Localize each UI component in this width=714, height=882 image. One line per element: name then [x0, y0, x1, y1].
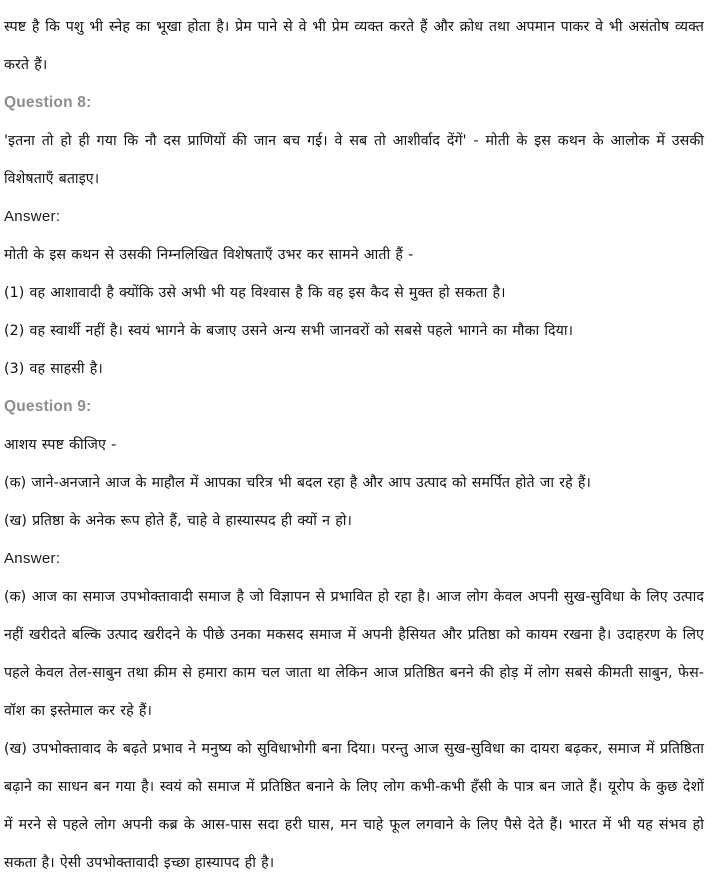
answer-8-point-1: (1) वह आशावादी है क्योंकि उसे अभी भी यह विश्वास है कि वह इस कैद से मुक्त हो सकता है। [4, 285, 506, 301]
question-8-text: 'इतना तो हो ही गया कि नौ दस प्राणियों की जान बच गई। वे सब तो आशीर्वाद देंगें' - मोती के इस कथन के आलोक में उसकी विशेषताएँ बताइए। [4, 133, 704, 187]
question-8-heading: Question 8: [4, 94, 92, 111]
answer-9-part-ka: (क) आज का समाज उपभोक्तावादी समाज है जो विज्ञापन से प्रभावित हो रहा है। आज लोग केवल अपनी सुख-सुविधा के लिए उत्पाद नहीं खरीदते बल्कि उत्पाद खरीदने के पीछे उनका मकसद समाज में अपनी हैसियत और प्रतिष्ठा को कायम रखना है। उदाहरण के लिए पहले केवल तेल-साबुन तथा क्रीम से हमारा काम चल जाता था लेकिन आज प्रतिष्ठित बनने की होड़ में लोग सबसे कीमती साबुन, फेस-वॉश का इस्तेमाल कर रहे हैं। [4, 589, 704, 719]
answer-9-part-kha: (ख) उपभोक्तावाद के बढ़ते प्रभाव ने मनुष्य को सुविधाभोगी बना दिया। परन्तु आज सुख-सुविधा का दायरा बढ़कर, समाज में प्रतिष्ठिता बढ़ाने का साधन बन गया है। स्वयं को समाज में प्रतिष्ठित बनाने के लिए लोग कभी-कभी हँसी के पात्र बन जाते हैं। यूरोप के कुछ देशों में मरने से पहले लोग अपनी कब्र के आस-पास सदा हरी घास, मन चाहे फूल लगवाने के लिए पैसे देते हैं। भारत में भी यह संभव हो सकता है। ऐसी उपभोक्तावादी इच्छा हास्यापद ही है। [4, 741, 704, 871]
question-9-text: आशय स्पष्ट कीजिए - [4, 437, 117, 453]
answer-label-8: Answer: [4, 208, 61, 225]
answer-label-9: Answer: [4, 550, 61, 567]
question-9-heading: Question 9: [4, 398, 92, 415]
intro-paragraph: स्पष्ट है कि पशु भी स्नेह का भूखा होता है। प्रेम पाने से वे भी प्रेम व्यक्त करते हैं और क्रोध तथा अपमान पाकर वे भी असंतोष व्यक्त करते हैं। [4, 19, 704, 73]
answer-8-point-3: (3) वह साहसी है। [4, 361, 103, 377]
answer-8-intro: मोती के इस कथन से उसकी निम्नलिखित विशेषताएँ उभर कर सामने आती हैं - [4, 247, 414, 263]
question-9-part-ka: (क) जाने-अनजाने आज के माहौल में आपका चरित्र भी बदल रहा है और आप उत्पाद को समर्पित होते जा रहे हैं। [4, 475, 591, 491]
answer-8-point-2: (2) वह स्वार्थी नहीं है। स्वयं भागने के बजाए उसने अन्य सभी जानवरों को सबसे पहले भागने का मौका दिया। [4, 323, 574, 339]
question-9-part-kha: (ख) प्रतिष्ठा के अनेक रूप होते हैं, चाहे वे हास्यास्पद ही क्यों न हो। [4, 513, 353, 529]
document-body [4, 8, 704, 882]
